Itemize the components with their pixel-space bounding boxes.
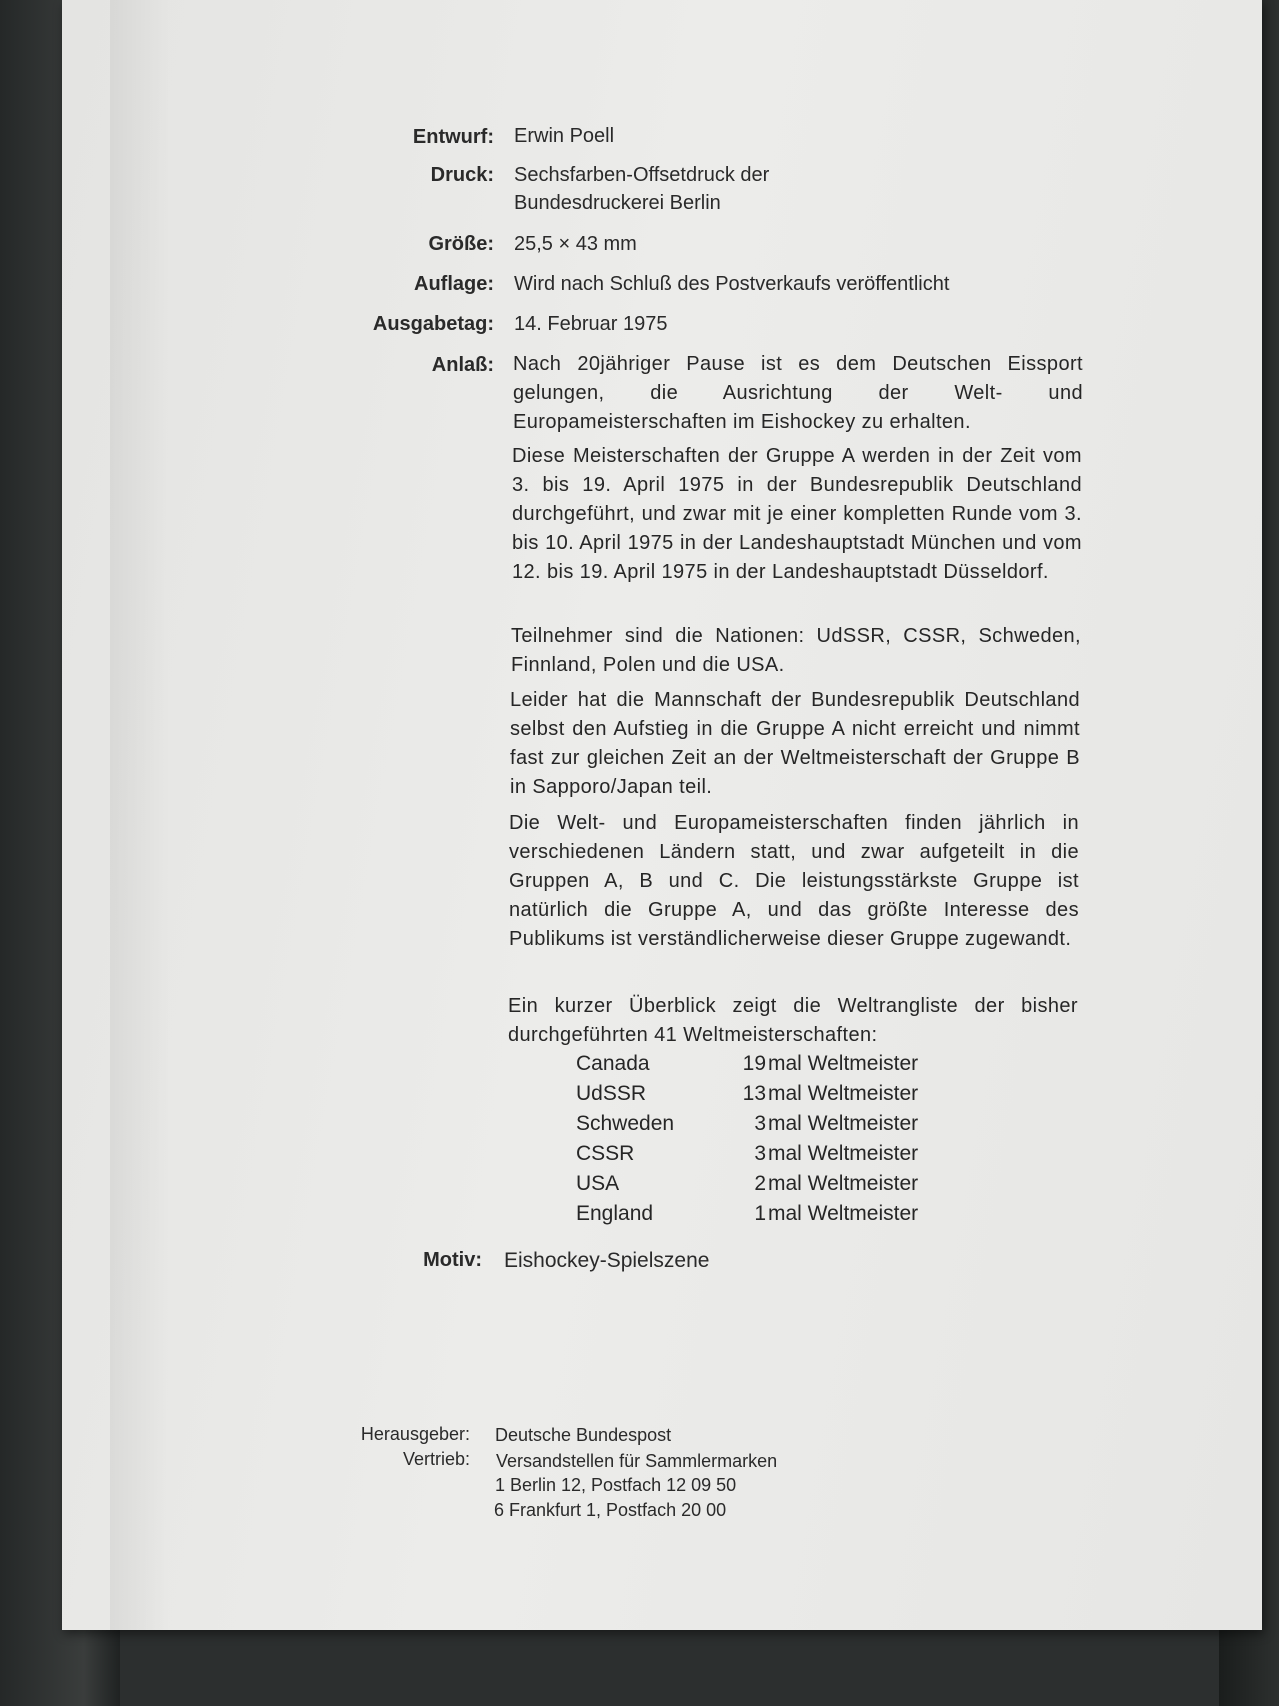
motiv-label: Motiv: [423, 1249, 482, 1271]
champion-count: 2 [754, 1172, 766, 1195]
champion-count: 3 [754, 1142, 766, 1165]
anlass-paragraph-1: Nach 20jähriger Pause ist es dem Deutschen Eissport gelungen, die Ausrichtung der Welt- und Europameisterschaften im Eishockey zu erhalten. [513, 353, 1083, 433]
herausgeber-value: Deutsche Bundespost [495, 1425, 672, 1445]
auflage-label: Auflage: [414, 273, 494, 295]
champion-count: 1 [754, 1202, 766, 1225]
anlass-paragraph-4: Leider hat die Mannschaft der Bundesrepublik Deutschland selbst den Aufstieg in die Gruppe A nicht erreicht und nimmt fast zur gleichen Zeit an der Weltmeisterschaft der Gruppe B in Sapporo/Japan teil. [510, 689, 1080, 798]
document-sheet [62, 0, 1262, 1630]
champion-title: mal Weltmeister [768, 1202, 919, 1225]
entwurf-value: Erwin Poell [514, 125, 615, 147]
champion-title: mal Weltmeister [768, 1052, 919, 1075]
champion-country: Canada [576, 1052, 650, 1075]
champion-country: CSSR [576, 1142, 635, 1165]
groesse-label: Größe: [428, 233, 494, 255]
groesse-value: 25,5 × 43 mm [514, 233, 637, 255]
ausgabetag-value: 14. Februar 1975 [514, 313, 668, 335]
anlass-paragraph-3: Teilnehmer sind die Nationen: UdSSR, CSSR, Schweden, Finnland, Polen und die USA. [511, 625, 1081, 676]
sheet-shadow [110, 0, 170, 1630]
vertrieb-line-1: Versandstellen für Sammlermarken [496, 1451, 778, 1471]
champion-title: mal Weltmeister [768, 1142, 919, 1165]
druck-label: Druck: [430, 164, 494, 186]
herausgeber-label: Herausgeber: [360, 1424, 470, 1444]
anlass-label: Anlaß: [431, 354, 494, 376]
champion-title: mal Weltmeister [768, 1082, 919, 1105]
champion-country: USA [576, 1172, 620, 1195]
anlass-paragraph-5: Die Welt- und Europameisterschaften finden jährlich in verschiedenen Ländern statt, und zwar aufgeteilt in die Gruppen A, B und C. Die leistungsstärkste Gruppe ist natürlich die Gruppe A, und das größte Interesse des Publikums ist verständlicherweise dieser Gruppe zugewandt. [509, 812, 1079, 950]
druck-value-line1: Sechsfarben-Offsetdruck der [514, 164, 770, 186]
vertrieb-label: Vertrieb: [402, 1449, 470, 1469]
champion-country: Schweden [576, 1112, 675, 1135]
champion-country: England [576, 1202, 654, 1225]
auflage-value: Wird nach Schluß des Postverkaufs veröffentlicht [514, 273, 950, 295]
ausgabetag-label: Ausgabetag: [372, 313, 494, 335]
champion-title: mal Weltmeister [768, 1172, 919, 1195]
champion-title: mal Weltmeister [768, 1112, 919, 1135]
champion-country: UdSSR [576, 1082, 647, 1105]
anlass-paragraph-2: Diese Meisterschaften der Gruppe A werden in der Zeit vom 3. bis 19. April 1975 in der Bundesrepublik Deutschland durchgeführt, und zwar mit je einer kompletten Runde vom 3. bis 10. April 1975 in der Landeshauptstadt München und vom 12. bis 19. April 1975 in der Landeshauptstadt Düsseldorf. [512, 445, 1082, 583]
champion-count: 13 [742, 1082, 766, 1105]
entwurf-label: Entwurf: [412, 126, 494, 148]
anlass-paragraph-6: Ein kurzer Überblick zeigt die Weltrangliste der bisher durchgeführten 41 Weltmeisterschaften: [508, 995, 1078, 1046]
vertrieb-line-2: 1 Berlin 12, Postfach 12 09 50 [495, 1475, 737, 1495]
champion-count: 19 [742, 1052, 766, 1075]
vertrieb-line-3: 6 Frankfurt 1, Postfach 20 00 [494, 1500, 727, 1520]
motiv-value: Eishockey-Spielszene [504, 1249, 710, 1272]
champion-count: 3 [754, 1112, 766, 1135]
druck-value-line2: Bundesdruckerei Berlin [514, 192, 721, 214]
